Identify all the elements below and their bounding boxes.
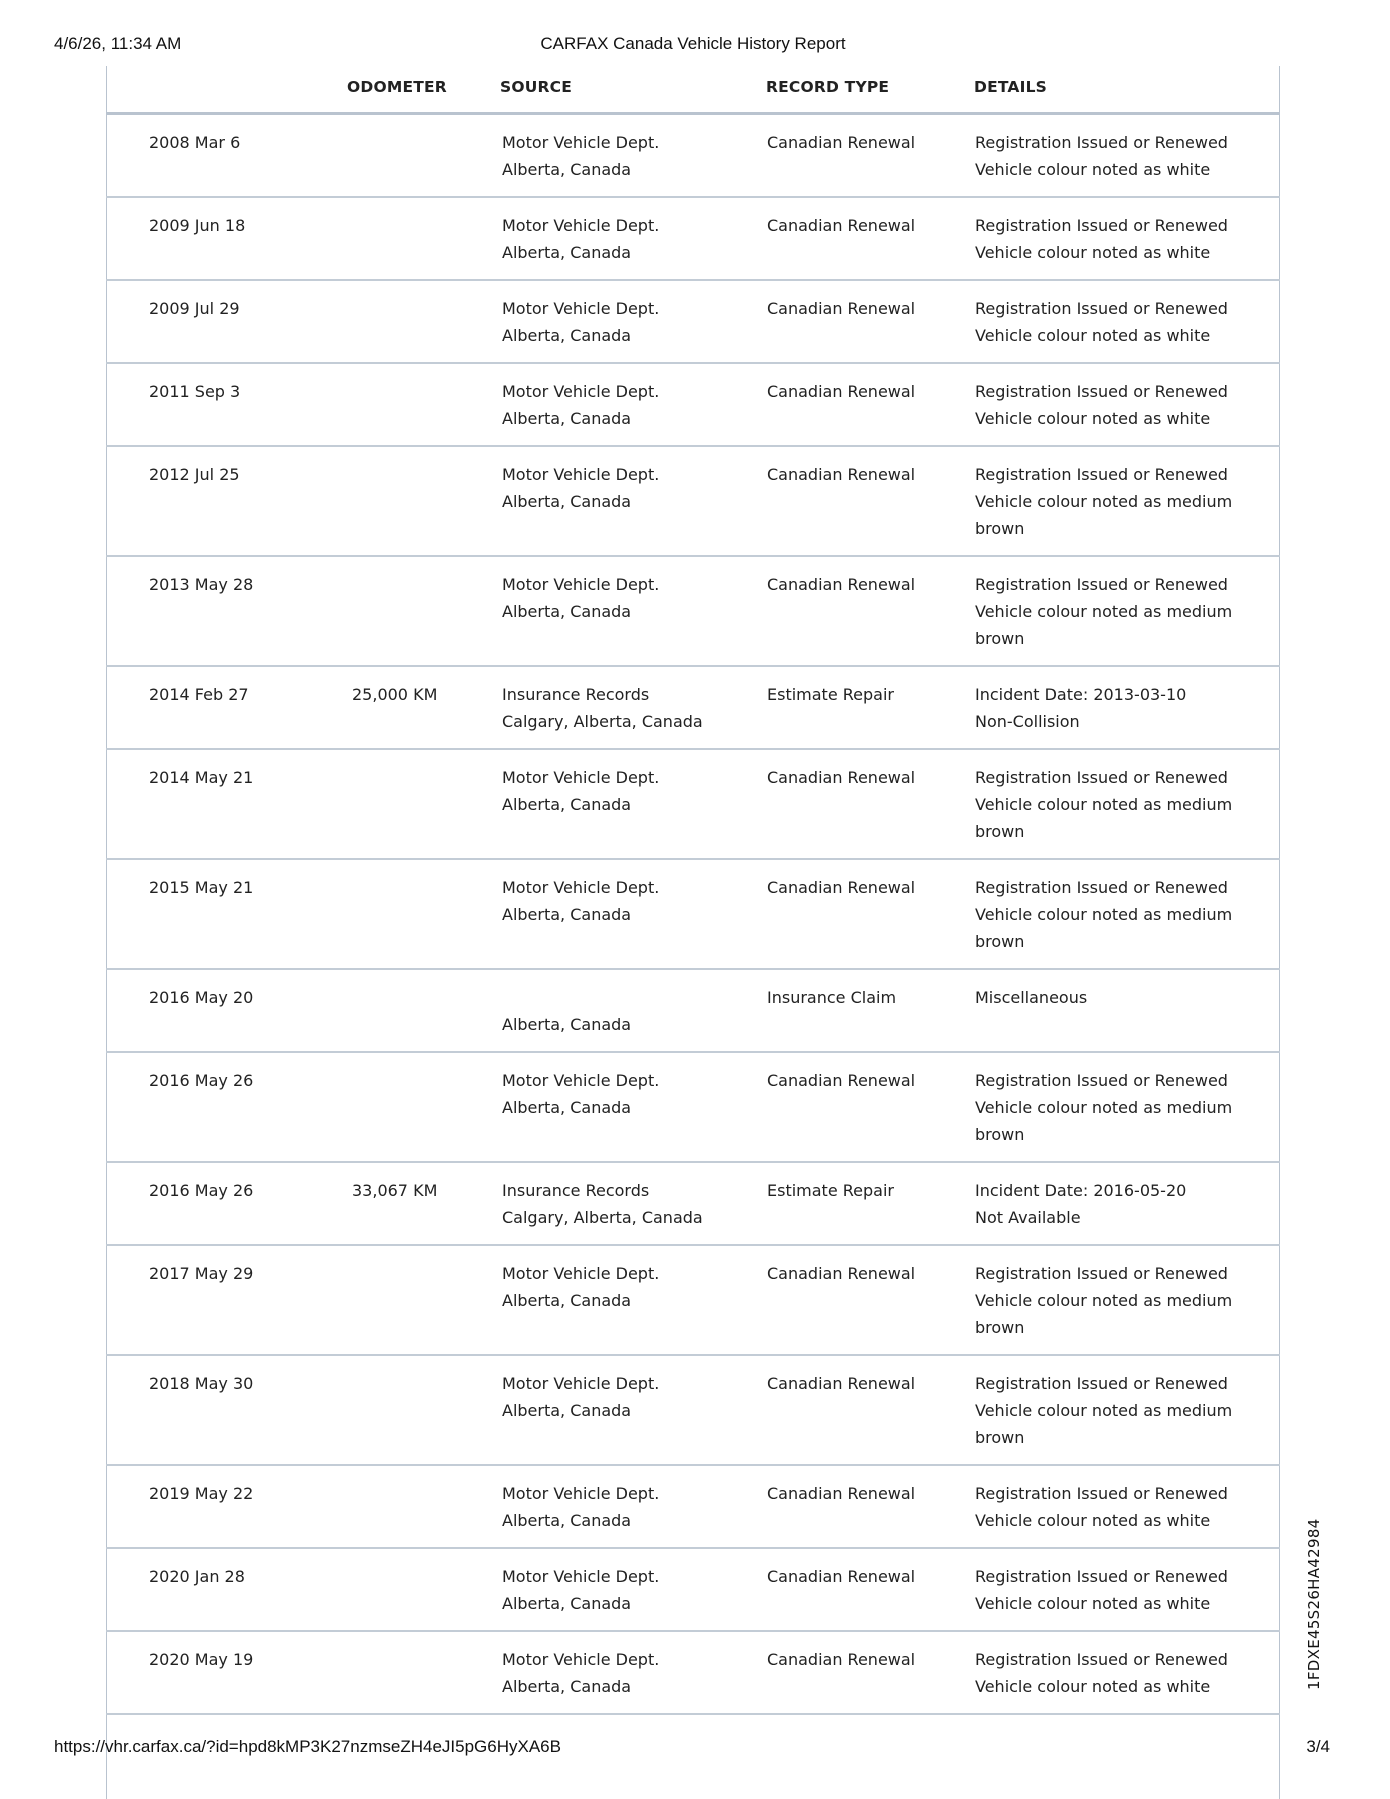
- row-record-type: Canadian Renewal: [767, 575, 916, 594]
- row-record-type: Canadian Renewal: [767, 133, 916, 152]
- vin-label: 1FDXE45S26HA42984: [1305, 1518, 1323, 1690]
- details-line: Not Available: [975, 1208, 1081, 1227]
- details-line: Registration Issued or Renewed: [975, 768, 1228, 787]
- source-line: Motor Vehicle Dept.: [502, 133, 660, 152]
- row-source: [502, 295, 659, 349]
- page-url: https://vhr.carfax.ca/?id=hpd8kMP3K27nzmseZH4eJI5pG6HyXA6B: [54, 1737, 561, 1756]
- source-line: Calgary, Alberta, Canada: [502, 1208, 703, 1227]
- table-row: [106, 667, 1280, 750]
- row-date: 2013 May 28: [149, 575, 254, 594]
- source-line: Motor Vehicle Dept.: [502, 1484, 660, 1503]
- details-line: Registration Issued or Renewed: [975, 1374, 1228, 1393]
- details-line: brown: [975, 1318, 1025, 1337]
- source-line: Alberta, Canada: [502, 160, 632, 179]
- table-row: [106, 557, 1280, 667]
- details-line: Vehicle colour noted as white: [975, 409, 1211, 428]
- source-line: Motor Vehicle Dept.: [502, 878, 660, 897]
- row-date: 2017 May 29: [149, 1264, 254, 1283]
- row-record-type: Canadian Renewal: [767, 216, 916, 235]
- details-line: Vehicle colour noted as white: [975, 326, 1211, 345]
- details-line: brown: [975, 932, 1025, 951]
- row-record-type: Canadian Renewal: [767, 1374, 916, 1393]
- table-row: [106, 115, 1280, 198]
- print-datetime: 4/6/26, 11:34 AM: [54, 34, 182, 53]
- details-line: Vehicle colour noted as white: [975, 243, 1211, 262]
- row-date: 2009 Jun 18: [149, 216, 246, 235]
- table-row: [106, 1632, 1280, 1715]
- column-header-source: SOURCE: [500, 78, 573, 96]
- row-details: [975, 1480, 1228, 1534]
- source-line: Alberta, Canada: [502, 326, 632, 345]
- details-line: Vehicle colour noted as medium: [975, 1098, 1233, 1117]
- row-date: 2016 May 26: [149, 1181, 254, 1200]
- source-line: Motor Vehicle Dept.: [502, 1071, 660, 1090]
- details-line: Non-Collision: [975, 712, 1080, 731]
- table-row: [106, 1466, 1280, 1549]
- details-line: Incident Date: 2013-03-10: [975, 685, 1187, 704]
- table-row: [106, 198, 1280, 281]
- row-date: 2014 Feb 27: [149, 685, 249, 704]
- row-odometer: 33,067 KM: [352, 1181, 438, 1200]
- details-line: Vehicle colour noted as white: [975, 160, 1211, 179]
- details-line: brown: [975, 629, 1025, 648]
- row-source: [502, 461, 659, 515]
- details-line: brown: [975, 1428, 1025, 1447]
- table-row: [106, 860, 1280, 970]
- details-line: brown: [975, 1125, 1025, 1144]
- source-line: Alberta, Canada: [502, 1015, 632, 1034]
- row-details: [975, 984, 1087, 1011]
- source-line: Insurance Records: [502, 1181, 650, 1200]
- row-source: [502, 1646, 659, 1700]
- source-line: Insurance Records: [502, 685, 650, 704]
- row-record-type: Canadian Renewal: [767, 299, 916, 318]
- row-details: [975, 1563, 1228, 1617]
- row-details: [975, 1370, 1232, 1451]
- details-line: Vehicle colour noted as medium: [975, 602, 1233, 621]
- details-line: Vehicle colour noted as white: [975, 1594, 1211, 1613]
- row-details: [975, 874, 1232, 955]
- row-record-type: Canadian Renewal: [767, 878, 916, 897]
- details-line: Registration Issued or Renewed: [975, 465, 1228, 484]
- details-line: Vehicle colour noted as white: [975, 1511, 1211, 1530]
- source-line: Motor Vehicle Dept.: [502, 768, 660, 787]
- details-line: Registration Issued or Renewed: [975, 382, 1228, 401]
- details-line: brown: [975, 822, 1025, 841]
- table-row: [106, 1246, 1280, 1356]
- source-line: Alberta, Canada: [502, 1594, 632, 1613]
- source-line: Motor Vehicle Dept.: [502, 575, 660, 594]
- source-line: Motor Vehicle Dept.: [502, 299, 660, 318]
- row-source: [502, 1177, 703, 1231]
- source-line: [502, 984, 631, 1011]
- row-source: [502, 1260, 659, 1314]
- row-details: [975, 1260, 1232, 1341]
- row-source: [502, 1370, 659, 1424]
- row-date: 2015 May 21: [149, 878, 254, 897]
- row-date: 2020 May 19: [149, 1650, 254, 1669]
- table-row: [106, 1356, 1280, 1466]
- source-line: Alberta, Canada: [502, 1291, 632, 1310]
- row-record-type: Canadian Renewal: [767, 1264, 916, 1283]
- details-line: Registration Issued or Renewed: [975, 878, 1228, 897]
- column-header-details: DETAILS: [974, 78, 1048, 96]
- column-header-odometer: ODOMETER: [347, 78, 447, 96]
- table-row: [106, 364, 1280, 447]
- source-line: Alberta, Canada: [502, 1098, 632, 1117]
- details-line: Registration Issued or Renewed: [975, 1650, 1228, 1669]
- row-record-type: Insurance Claim: [767, 988, 897, 1007]
- table-row: [106, 447, 1280, 557]
- row-record-type: Canadian Renewal: [767, 465, 916, 484]
- details-line: Registration Issued or Renewed: [975, 133, 1228, 152]
- source-line: Motor Vehicle Dept.: [502, 465, 660, 484]
- row-details: [975, 764, 1232, 845]
- source-line: Motor Vehicle Dept.: [502, 1650, 660, 1669]
- row-date: 2009 Jul 29: [149, 299, 240, 318]
- row-details: [975, 461, 1232, 542]
- source-line: Alberta, Canada: [502, 409, 632, 428]
- source-line: Motor Vehicle Dept.: [502, 216, 660, 235]
- row-record-type: Canadian Renewal: [767, 768, 916, 787]
- row-source: [502, 571, 659, 625]
- row-details: [975, 295, 1228, 349]
- row-date: 2016 May 26: [149, 1071, 254, 1090]
- row-record-type: Estimate Repair: [767, 685, 894, 704]
- row-source: [502, 129, 659, 183]
- table-row: [106, 281, 1280, 364]
- row-source: [502, 681, 703, 735]
- row-details: [975, 1646, 1228, 1700]
- row-odometer: 25,000 KM: [352, 685, 438, 704]
- source-line: Motor Vehicle Dept.: [502, 1567, 660, 1586]
- details-line: Vehicle colour noted as medium: [975, 1291, 1233, 1310]
- source-line: Alberta, Canada: [502, 492, 632, 511]
- details-line: brown: [975, 519, 1025, 538]
- table-row: [106, 970, 1280, 1053]
- details-line: Registration Issued or Renewed: [975, 575, 1228, 594]
- page-number: 3/4: [1306, 1737, 1330, 1756]
- row-record-type: Canadian Renewal: [767, 1484, 916, 1503]
- details-line: Miscellaneous: [975, 988, 1088, 1007]
- row-details: [975, 1067, 1232, 1148]
- row-source: [502, 764, 659, 818]
- details-line: Vehicle colour noted as medium: [975, 1401, 1233, 1420]
- details-line: Vehicle colour noted as white: [975, 1677, 1211, 1696]
- row-record-type: Canadian Renewal: [767, 382, 916, 401]
- source-line: Motor Vehicle Dept.: [502, 382, 660, 401]
- row-details: [975, 378, 1228, 432]
- details-line: Registration Issued or Renewed: [975, 1071, 1228, 1090]
- row-source: [502, 1480, 659, 1534]
- row-source: [502, 1563, 659, 1617]
- row-source: [502, 1067, 659, 1121]
- column-header-record-type: RECORD TYPE: [766, 78, 890, 96]
- table-row: [106, 750, 1280, 860]
- source-line: Motor Vehicle Dept.: [502, 1264, 660, 1283]
- row-date: 2016 May 20: [149, 988, 254, 1007]
- row-source: [502, 378, 659, 432]
- row-date: 2012 Jul 25: [149, 465, 240, 484]
- table-body: [106, 115, 1280, 1715]
- row-source: [502, 212, 659, 266]
- source-line: Alberta, Canada: [502, 795, 632, 814]
- row-details: [975, 1177, 1186, 1231]
- details-line: Incident Date: 2016-05-20: [975, 1181, 1187, 1200]
- source-line: Motor Vehicle Dept.: [502, 1374, 660, 1393]
- details-line: Registration Issued or Renewed: [975, 299, 1228, 318]
- row-date: 2018 May 30: [149, 1374, 254, 1393]
- source-line: Alberta, Canada: [502, 1511, 632, 1530]
- row-date: 2019 May 22: [149, 1484, 254, 1503]
- details-line: Vehicle colour noted as medium: [975, 795, 1233, 814]
- details-line: Vehicle colour noted as medium: [975, 492, 1233, 511]
- row-date: 2008 Mar 6: [149, 133, 241, 152]
- source-line: Alberta, Canada: [502, 1677, 632, 1696]
- row-date: 2011 Sep 3: [149, 382, 241, 401]
- details-line: Registration Issued or Renewed: [975, 1567, 1228, 1586]
- row-details: [975, 212, 1228, 266]
- source-line: Alberta, Canada: [502, 243, 632, 262]
- source-line: Calgary, Alberta, Canada: [502, 712, 703, 731]
- row-source: [502, 874, 659, 928]
- source-line: Alberta, Canada: [502, 602, 632, 621]
- row-record-type: Estimate Repair: [767, 1181, 894, 1200]
- row-source: [502, 984, 631, 1038]
- details-line: Registration Issued or Renewed: [975, 216, 1228, 235]
- row-details: [975, 681, 1186, 735]
- row-record-type: Canadian Renewal: [767, 1650, 916, 1669]
- row-date: 2020 Jan 28: [149, 1567, 245, 1586]
- table-row: [106, 1549, 1280, 1632]
- row-record-type: Canadian Renewal: [767, 1567, 916, 1586]
- row-details: [975, 571, 1232, 652]
- details-line: Vehicle colour noted as medium: [975, 905, 1233, 924]
- source-line: Alberta, Canada: [502, 905, 632, 924]
- row-date: 2014 May 21: [149, 768, 254, 787]
- table-row: [106, 1163, 1280, 1246]
- source-line: Alberta, Canada: [502, 1401, 632, 1420]
- details-line: Registration Issued or Renewed: [975, 1484, 1228, 1503]
- table-row: [106, 1053, 1280, 1163]
- report-title: CARFAX Canada Vehicle History Report: [540, 34, 846, 53]
- row-details: [975, 129, 1228, 183]
- row-record-type: Canadian Renewal: [767, 1071, 916, 1090]
- table-header: [106, 66, 1280, 115]
- details-line: Registration Issued or Renewed: [975, 1264, 1228, 1283]
